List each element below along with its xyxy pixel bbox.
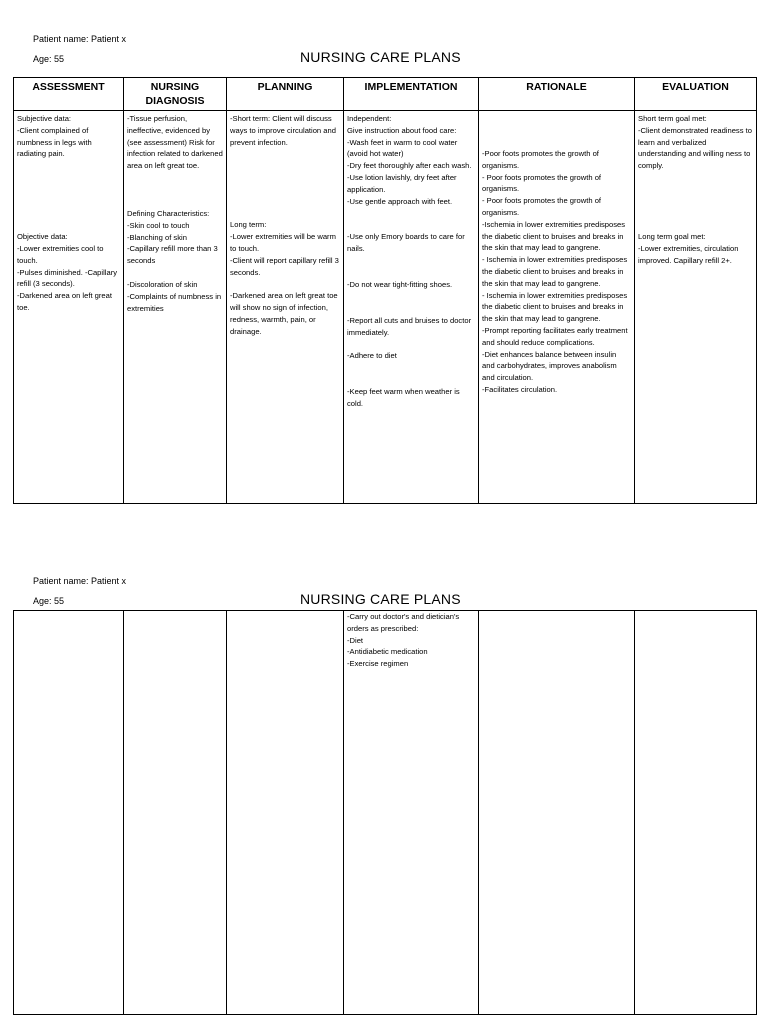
evaluation-cell bbox=[635, 611, 757, 1015]
evaluation-long-term: Long term goal met: -Lower extremities, circulation improved. Capillary refill 2+. bbox=[638, 231, 739, 265]
implementation-main: Independent: Give instruction about food care: -Wash feet in warm to cool water (avoid hot water) -Dry feet thoroughly after each wash. -Use lotion lavishly, dry feet after application. -Use gentle approach with feet. bbox=[347, 114, 472, 206]
header-evaluation: EVALUATION bbox=[635, 78, 757, 111]
patient-name: Patient name: Patient x bbox=[33, 576, 127, 586]
implementation-shoes: -Do not wear tight-fitting shoes. bbox=[347, 279, 453, 289]
planning-cell bbox=[227, 111, 344, 504]
implementation-warm: -Keep feet warm when weather is cold. bbox=[347, 387, 460, 408]
header-planning: PLANNING bbox=[227, 78, 344, 111]
care-plan-table bbox=[13, 77, 757, 504]
objective-data: Objective data: -Lower extremities cool to touch. -Pulses diminished. -Capillary refill (3 seconds). -Darkened area on left great toe. bbox=[17, 232, 118, 312]
evaluation-cell bbox=[635, 111, 757, 504]
planning-long-term: Long term: -Lower extremities will be warm to touch. -Client will report capillary refill 3 seconds. bbox=[230, 220, 339, 277]
planning-cell bbox=[227, 611, 344, 1015]
header-nursing-diagnosis: NURSING DIAGNOSIS bbox=[124, 78, 227, 111]
implementation-boards: -Use only Emory boards to care for nails. bbox=[347, 232, 465, 254]
rationale-cell bbox=[479, 111, 635, 504]
implementation-cell bbox=[344, 111, 479, 504]
planning-short-term: -Short term: Client will discuss ways to improve circulation and prevent infection. bbox=[230, 114, 336, 147]
patient-name: Patient name: Patient x bbox=[33, 34, 127, 44]
implementation-diet: -Adhere to diet bbox=[347, 351, 397, 361]
care-plan-table-continued bbox=[13, 610, 757, 1015]
patient-age: Age: 55 bbox=[33, 54, 65, 64]
subjective-data: Subjective data: -Client complained of numbness in legs with radiating pain. bbox=[17, 114, 92, 159]
rationale-cell bbox=[479, 611, 635, 1015]
patient-age: Age: 55 bbox=[33, 596, 65, 606]
diagnosis-cell bbox=[124, 111, 227, 504]
assessment-cell bbox=[14, 111, 124, 504]
page-gap bbox=[0, 512, 768, 542]
diagnosis-cell bbox=[124, 611, 227, 1015]
header-assessment: ASSESSMENT bbox=[14, 78, 124, 111]
implementation-report: -Report all cuts and bruises to doctor immediately. bbox=[347, 315, 472, 337]
header-implementation: IMPLEMENTATION bbox=[344, 78, 479, 111]
implementation-orders: -Carry out doctor's and dietician's orders as prescribed: -Diet -Antidiabetic medication -Exercise regimen bbox=[347, 612, 460, 669]
assessment-cell bbox=[14, 611, 124, 1015]
page-title: NURSING CARE PLANS bbox=[300, 49, 461, 65]
rationale-text: -Poor foots promotes the growth of organisms. - Poor foots promotes the growth of organisms. - Poor foots promotes the growth of organisms. -Ischemia in lower extremities predisposes the diabetic client to bruises and breaks in the skin that may lead to gangrene. - Ischemia in lower extremities predisposes the diabetic client to bruises and breaks in the skin that may lead to gangrene. - Ischemia in lower extremities predisposes the diabetic client to bruises and breaks in the skin that may lead to gangrene. -Prompt reporting facilitates early treatment and should reduce complications. -Diet enhances balance between insulin and carbohydrates, improves anabolism and circulation. -Facilitates circulation. bbox=[482, 149, 628, 394]
header-rationale: RATIONALE bbox=[479, 78, 635, 111]
diagnosis-more: -Discoloration of skin -Complaints of numbness in extremities bbox=[127, 279, 222, 313]
page-2 bbox=[0, 542, 768, 1024]
evaluation-short-term: Short term goal met: -Client demonstrated readiness to learn and verbalized understanding and willing ness to comply. bbox=[638, 114, 752, 171]
implementation-cell bbox=[344, 611, 479, 1015]
planning-more: -Darkened area on left great toe will show no sign of infection, redness, warmth, pain, or drainage. bbox=[230, 291, 338, 336]
diagnosis-statement: -Tissue perfusion, ineffective, evidenced by (see assessment) Risk for infection related to darkened area on left great toe. bbox=[127, 114, 223, 171]
page-title: NURSING CARE PLANS bbox=[300, 591, 461, 607]
defining-characteristics: Defining Characteristics: -Skin cool to touch -Blanching of skin -Capillary refill more than 3 seconds bbox=[127, 208, 218, 266]
